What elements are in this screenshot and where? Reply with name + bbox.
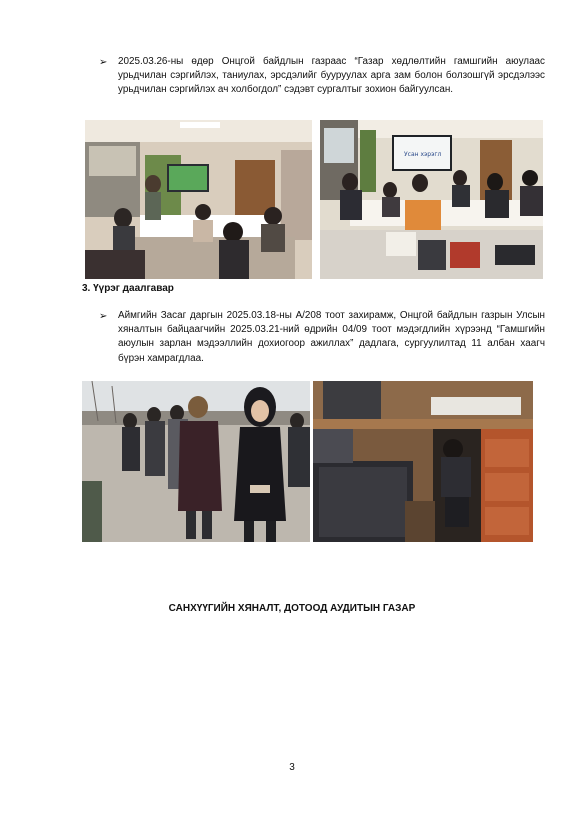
bullet-paragraph-training [99, 55, 545, 98]
evacuation-drill-photo [82, 381, 310, 542]
signature-line: САНХҮҮГИЙН ХЯНАЛТ, ДОТООД АУДИТЫН ГАЗАР [168, 603, 416, 614]
under-desk-drill-photo [313, 381, 533, 542]
training-room-photo-2 [320, 120, 543, 279]
bullet-text-drill: Аймгийн Засаг даргын 2025.03.18-ны А/208 тоот захирамж, Онцгой байдлын газрын Улсын хяналтын байцаагчийн 2025.03.21-ний өдрийн 04/09 тоот мэдэгдлийн хүрээнд “Гамшгийн аюулын зарлан мэдээллийн дохиогоор ажиллах” дадлага, сургуулилтад 11 албан хаагч бүрэн хамрагдлаа. [118, 310, 545, 364]
page-number: 3 [289, 762, 295, 773]
bullet-paragraph-drill [99, 309, 545, 366]
section-heading: 3. Үүрэг даалгавар [82, 283, 174, 294]
arrow-bullet-icon: ➢ [99, 311, 108, 322]
bullet-text-training: 2025.03.26-ны өдөр Онцгой байдлын газраас “Газар хөдлөлтийн гамшгийн аюулаас урьдчилан сэргийлэх, таниулах, эрсдэлийг бууруулах арга зам болон болзошгүй эрсдэлээс урьдчилан сэргийлэх ач холбогдол” сэдэвт сургалтыг зохион байгуулсан. [118, 56, 545, 96]
training-room-photo-1 [85, 120, 312, 279]
arrow-bullet-icon: ➢ [99, 57, 108, 68]
screen-text: Усан хэрэгл [404, 151, 442, 158]
